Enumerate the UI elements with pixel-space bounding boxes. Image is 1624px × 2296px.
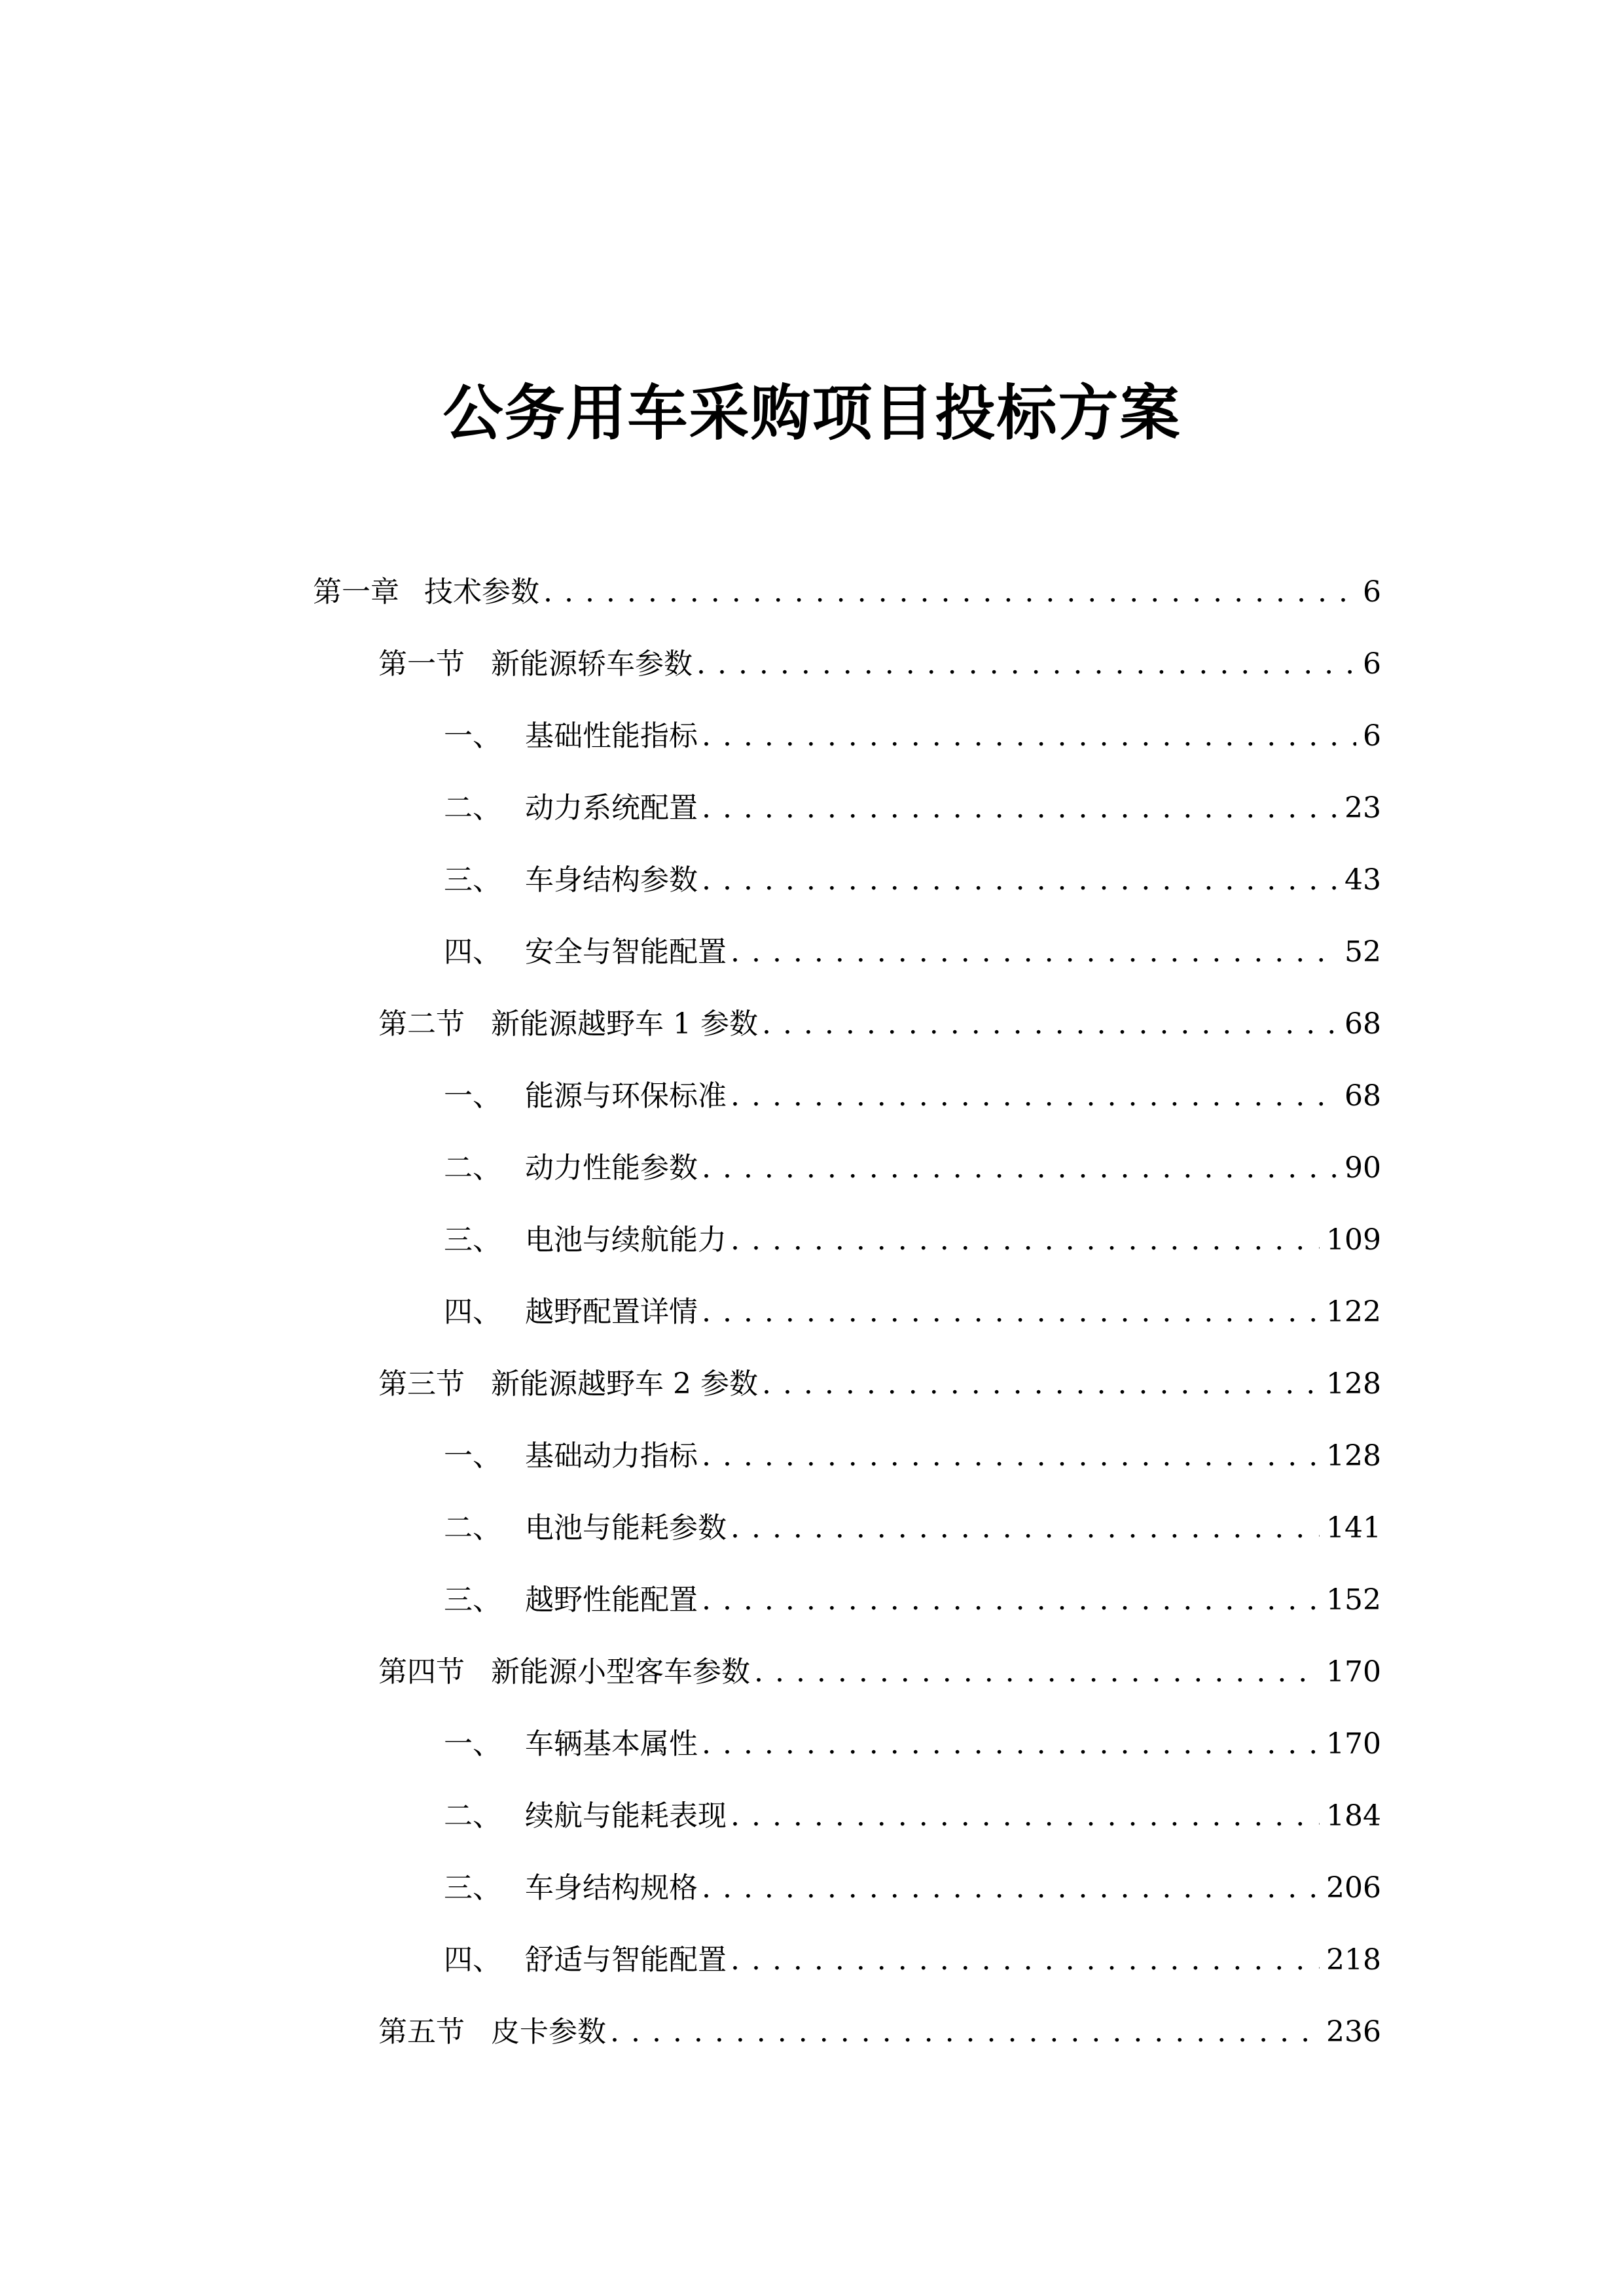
toc-entry[interactable] <box>444 1505 1381 1551</box>
toc-dot-leader <box>731 1793 1320 1839</box>
toc-entry[interactable] <box>444 929 1381 975</box>
toc-dot-leader <box>731 1217 1320 1263</box>
toc-entry-number: 第五节 <box>378 2015 465 2049</box>
toc-entry-title: 越野配置详情 <box>525 1295 698 1329</box>
toc-page-number: 236 <box>1326 2015 1381 2049</box>
toc-dot-leader <box>702 1721 1320 1767</box>
toc-entry-number: 二、 <box>444 1151 501 1185</box>
toc-entry[interactable] <box>444 785 1381 831</box>
toc-page-number: 68 <box>1344 1007 1381 1041</box>
toc-entry[interactable] <box>378 1361 1381 1407</box>
toc-entry[interactable] <box>444 1289 1381 1335</box>
toc-entry-title: 能源与环保标准 <box>525 1079 727 1113</box>
toc-entry-number: 第四节 <box>378 1655 465 1689</box>
toc-dot-leader <box>702 1145 1338 1191</box>
toc-page-number: 68 <box>1344 1079 1381 1113</box>
toc-dot-leader <box>543 569 1356 615</box>
toc-entry-number: 三、 <box>444 863 501 897</box>
toc-dot-leader <box>702 1577 1320 1623</box>
toc-page-number: 170 <box>1326 1727 1381 1761</box>
toc-entry[interactable] <box>378 1001 1381 1047</box>
toc-page-number: 109 <box>1326 1223 1381 1257</box>
toc-entry-title: 新能源越野车 1 参数 <box>491 1007 758 1041</box>
toc-page-number: 23 <box>1344 791 1381 825</box>
toc-entry-number: 三、 <box>444 1223 501 1257</box>
toc-entry-title: 车身结构参数 <box>525 863 698 897</box>
toc-entry-title: 车辆基本属性 <box>525 1727 698 1761</box>
toc-entry[interactable] <box>444 1073 1381 1119</box>
toc-entry-title: 越野性能配置 <box>525 1583 698 1617</box>
toc-page-number: 90 <box>1344 1151 1381 1185</box>
toc-dot-leader <box>702 1433 1320 1479</box>
toc-entry-title: 新能源小型客车参数 <box>491 1655 750 1689</box>
toc-entry-number: 一、 <box>444 1079 501 1113</box>
toc-entry-title: 新能源轿车参数 <box>491 647 693 681</box>
toc-page-number: 52 <box>1344 935 1381 969</box>
toc-entry[interactable] <box>444 713 1381 759</box>
toc-page-number: 6 <box>1363 647 1381 681</box>
toc-dot-leader <box>702 713 1356 759</box>
toc-entry[interactable] <box>444 1937 1381 1983</box>
toc-dot-leader <box>702 1865 1320 1911</box>
toc-entry-title: 安全与智能配置 <box>525 935 727 969</box>
toc-entry-title: 皮卡参数 <box>491 2015 606 2049</box>
toc-dot-leader <box>610 2009 1320 2055</box>
toc-entry-title: 舒适与智能配置 <box>525 1943 727 1977</box>
toc-dot-leader <box>731 1505 1320 1551</box>
toc-page-number: 128 <box>1326 1367 1381 1401</box>
toc-entry-title: 电池与能耗参数 <box>525 1511 727 1545</box>
toc-entry[interactable] <box>444 1865 1381 1911</box>
toc-page-number: 6 <box>1363 719 1381 753</box>
toc-page-number: 206 <box>1326 1871 1381 1905</box>
toc-entry-title: 新能源越野车 2 参数 <box>491 1367 758 1401</box>
toc-page-number: 152 <box>1326 1583 1381 1617</box>
toc-entry-title: 电池与续航能力 <box>525 1223 727 1257</box>
toc-entry[interactable] <box>378 1649 1381 1695</box>
toc-page-number: 141 <box>1326 1511 1381 1545</box>
toc-entry-number: 一、 <box>444 719 501 753</box>
toc-entry[interactable] <box>444 1721 1381 1767</box>
toc-dot-leader <box>702 857 1338 903</box>
toc-entry-number: 二、 <box>444 1799 501 1833</box>
toc-page-number: 184 <box>1326 1799 1381 1833</box>
toc-entry[interactable] <box>444 1145 1381 1191</box>
toc-entry[interactable] <box>378 2009 1381 2055</box>
toc-dot-leader <box>754 1649 1320 1695</box>
toc-page-number: 218 <box>1326 1943 1381 1977</box>
toc-entry[interactable] <box>444 857 1381 903</box>
toc-entry-title: 动力系统配置 <box>525 791 698 825</box>
toc-entry[interactable] <box>444 1217 1381 1263</box>
toc-entry[interactable] <box>313 569 1381 615</box>
toc-entry-number: 四、 <box>444 1295 501 1329</box>
toc-entry-number: 第一节 <box>378 647 465 681</box>
toc-dot-leader <box>731 929 1338 975</box>
toc-page-number: 128 <box>1326 1439 1381 1473</box>
toc-entry-number: 三、 <box>444 1871 501 1905</box>
toc-entry-title: 基础动力指标 <box>525 1439 698 1473</box>
toc-entry-number: 二、 <box>444 1511 501 1545</box>
toc-entry-number: 第三节 <box>378 1367 465 1401</box>
toc-dot-leader <box>762 1361 1320 1407</box>
toc-entry-number: 一、 <box>444 1439 501 1473</box>
toc-page-number: 43 <box>1344 863 1381 897</box>
toc-entry-number: 一、 <box>444 1727 501 1761</box>
toc-dot-leader <box>702 785 1338 831</box>
toc-entry-number: 三、 <box>444 1583 501 1617</box>
toc-entry-title: 动力性能参数 <box>525 1151 698 1185</box>
toc-dot-leader <box>696 641 1356 687</box>
toc-page-number: 6 <box>1363 575 1381 609</box>
toc-dot-leader <box>762 1001 1338 1047</box>
toc-entry-title: 技术参数 <box>424 575 539 609</box>
toc-entry[interactable] <box>444 1793 1381 1839</box>
toc-entry[interactable] <box>444 1577 1381 1623</box>
toc-entry-number: 四、 <box>444 935 501 969</box>
toc-entry-number: 二、 <box>444 791 501 825</box>
toc-entry-title: 续航与能耗表现 <box>525 1799 727 1833</box>
toc-entry-title: 基础性能指标 <box>525 719 698 753</box>
toc-dot-leader <box>702 1289 1320 1335</box>
toc-entry-number: 第二节 <box>378 1007 465 1041</box>
toc-entry-title: 车身结构规格 <box>525 1871 698 1905</box>
toc-dot-leader <box>731 1937 1320 1983</box>
document-title: 公务用车采购项目投标方案 <box>442 378 1182 448</box>
toc-page-number: 170 <box>1326 1655 1381 1689</box>
toc-entry-number: 四、 <box>444 1943 501 1977</box>
toc-page-number: 122 <box>1326 1295 1381 1329</box>
toc-entry[interactable] <box>378 641 1381 687</box>
toc-entry[interactable] <box>444 1433 1381 1479</box>
toc-entry-number: 第一章 <box>313 575 399 609</box>
toc-dot-leader <box>731 1073 1338 1119</box>
